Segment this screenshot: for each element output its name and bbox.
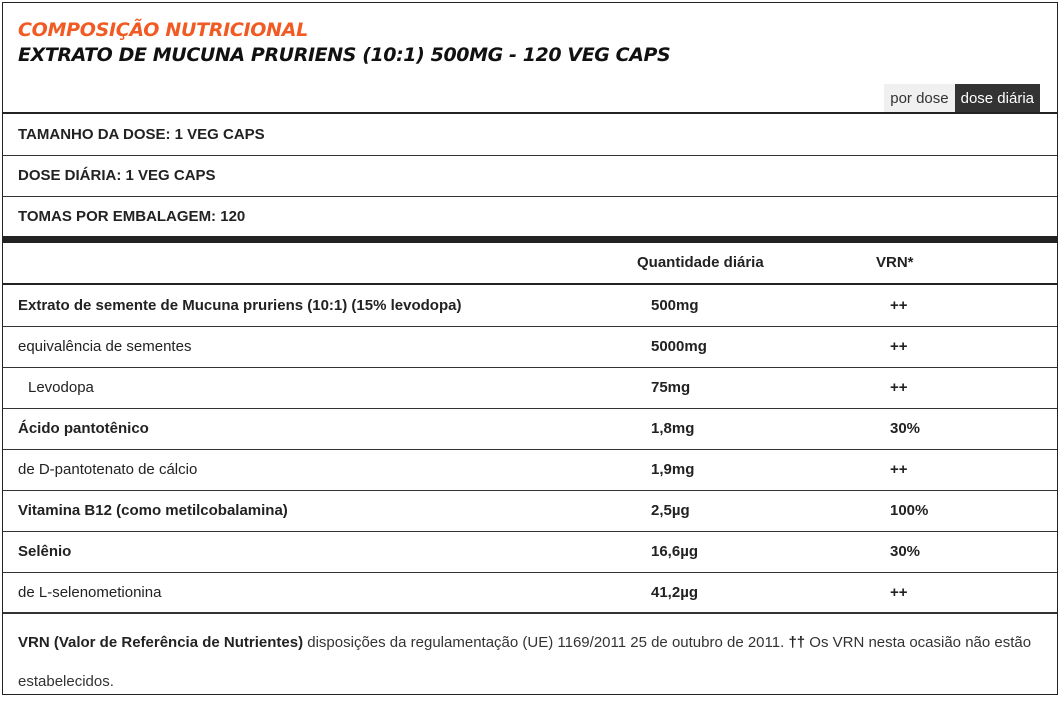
nutrient-vrn: ++: [890, 338, 908, 355]
row-divider: [3, 572, 1057, 573]
thick-divider: [3, 236, 1057, 243]
header: [3, 3, 1057, 115]
nutrient-amount: 1,9mg: [651, 461, 695, 478]
footnote-dagger: ††: [788, 634, 806, 651]
divider: [3, 196, 1057, 197]
per-dose-button[interactable]: por dose: [884, 84, 954, 113]
nutrient-amount: 5000mg: [651, 338, 707, 355]
dose-toggle: [884, 84, 1040, 113]
servings-per-pack: TOMAS POR EMBALAGEM: 120: [18, 208, 246, 225]
row-divider: [3, 367, 1057, 368]
nutrient-amount: 75mg: [651, 379, 691, 396]
nutrient-name: equivalência de sementes: [18, 338, 192, 355]
footnote-text: disposições da regulamentação (UE) 1169/2011 25 de outubro de 2011.: [303, 634, 789, 651]
row-divider: [3, 326, 1057, 327]
nutrient-vrn: 30%: [890, 543, 921, 560]
column-header-amount: Quantidade diária: [637, 254, 764, 271]
table-header-divider: [3, 283, 1057, 285]
nutrient-vrn: ++: [890, 584, 908, 601]
header-divider: [3, 112, 1057, 114]
row-divider: [3, 531, 1057, 532]
serving-size: TAMANHO DA DOSE: 1 VEG CAPS: [18, 126, 265, 143]
nutrient-name: Extrato de semente de Mucuna pruriens (10:1) (15% levodopa): [18, 297, 462, 314]
nutrient-name: Ácido pantotênico: [18, 420, 149, 437]
panel-title: COMPOSIÇÃO NUTRICIONAL: [18, 19, 308, 41]
product-name: EXTRATO DE MUCUNA PRURIENS (10:1) 500MG - 120 VEG CAPS: [18, 44, 671, 66]
nutrition-panel: [2, 2, 1058, 695]
nutrient-name: de D-pantotenato de cálcio: [18, 461, 198, 478]
footnote-text-2: Os VRN nesta ocasião não estão estabelecidos.: [18, 634, 1032, 690]
footnote: [18, 623, 1043, 701]
nutrient-vrn: ++: [890, 379, 908, 396]
nutrient-amount: 41,2µg: [651, 584, 698, 601]
daily-dose-button[interactable]: dose diária: [955, 84, 1040, 113]
nutrient-vrn: ++: [890, 461, 908, 478]
nutrient-name: Levodopa: [28, 379, 94, 396]
nutrient-amount: 2,5µg: [651, 502, 690, 519]
nutrient-amount: 1,8mg: [651, 420, 695, 437]
footnote-term: VRN (Valor de Referência de Nutrientes): [18, 634, 304, 651]
divider: [3, 155, 1057, 156]
nutrient-amount: 500mg: [651, 297, 699, 314]
row-divider: [3, 490, 1057, 491]
nutrient-name: Selênio: [18, 543, 72, 560]
row-divider: [3, 449, 1057, 450]
nutrient-vrn: 100%: [890, 502, 929, 519]
nutrient-name: Vitamina B12 (como metilcobalamina): [18, 502, 288, 519]
row-divider: [3, 408, 1057, 409]
nutrient-vrn: ++: [890, 297, 908, 314]
nutrient-vrn: 30%: [890, 420, 921, 437]
daily-dose: DOSE DIÁRIA: 1 VEG CAPS: [18, 167, 216, 184]
column-header-vrn: VRN*: [876, 254, 914, 271]
nutrient-amount: 16,6µg: [651, 543, 698, 560]
nutrient-name: de L-selenometionina: [18, 584, 162, 601]
table-bottom-divider: [3, 612, 1057, 614]
